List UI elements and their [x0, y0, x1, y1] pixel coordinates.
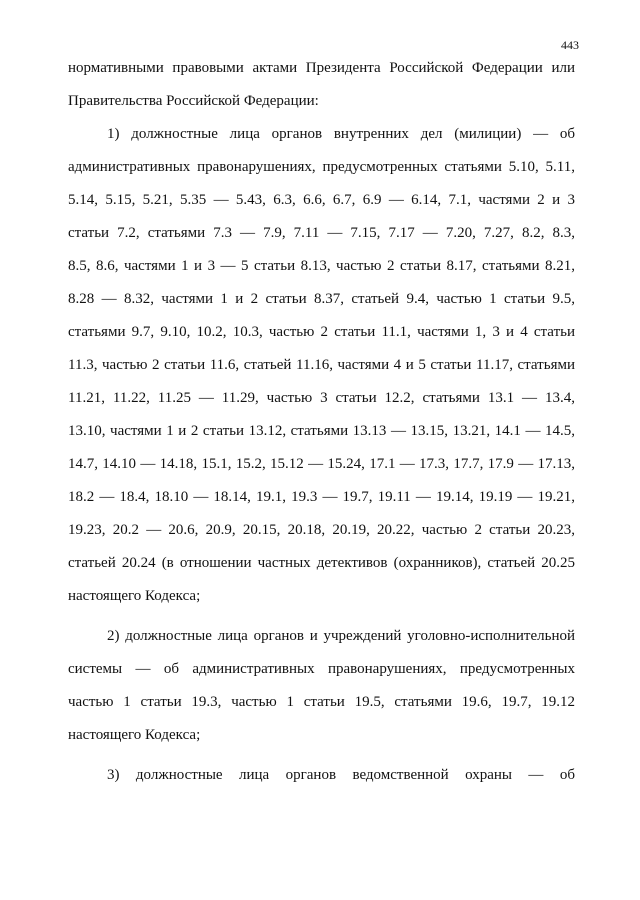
page-number: 443: [561, 38, 579, 52]
paragraph-gap: [68, 752, 575, 759]
body-text: [68, 52, 575, 792]
text-line: статьями 9.7, 9.10, 10.2, 10.3, частью 2 статьи 11.1, частями 1, 3 и 4 статьи: [68, 324, 575, 340]
paragraph-3-start: 3) должностные лица органов ведомственной охраны — об: [107, 767, 575, 783]
text-line: системы — об административных правонарушениях, предусмотренных: [68, 661, 575, 677]
text-line: Правительства Российской Федерации:: [68, 93, 319, 109]
text-line: 19.23, 20.2 — 20.6, 20.9, 20.15, 20.18, 20.19, 20.22, частью 2 статьи 20.23,: [68, 522, 575, 538]
text-line: частью 1 статьи 19.3, частью 1 статьи 19.5, статьями 19.6, 19.7, 19.12: [68, 694, 575, 710]
text-line: 13.10, частями 1 и 2 статьи 13.12, статьями 13.13 — 13.15, 13.21, 14.1 — 14.5,: [68, 423, 575, 439]
text-line: статьи 7.2, статьями 7.3 — 7.9, 7.11 — 7.15, 7.17 — 7.20, 7.27, 8.2, 8.3,: [68, 225, 575, 241]
text-line: настоящего Кодекса;: [68, 727, 201, 743]
text-line: нормативными правовыми актами Президента Российской Федерации или: [68, 60, 575, 76]
text-line: статьей 20.24 (в отношении частных детективов (охранников), статьей 20.25: [68, 555, 575, 571]
text-line: 14.7, 14.10 — 14.18, 15.1, 15.2, 15.12 — 15.24, 17.1 — 17.3, 17.7, 17.9 — 17.13,: [68, 456, 575, 472]
text-line: настоящего Кодекса;: [68, 588, 201, 604]
text-line: 11.3, частью 2 статьи 11.6, статьей 11.16, частями 4 и 5 статьи 11.17, статьями: [68, 357, 575, 373]
paragraph-gap: [68, 613, 575, 620]
paragraph-1-start: 1) должностные лица органов внутренних дел (милиции) — об: [107, 126, 575, 142]
text-line: 11.21, 11.22, 11.25 — 11.29, частью 3 статьи 12.2, статьями 13.1 — 13.4,: [68, 390, 575, 406]
text-line: административных правонарушениях, предусмотренных статьями 5.10, 5.11,: [68, 159, 575, 175]
text-line: 8.5, 8.6, частями 1 и 3 — 5 статьи 8.13, частью 2 статьи 8.17, статьями 8.21,: [68, 258, 575, 274]
text-line: 5.14, 5.15, 5.21, 5.35 — 5.43, 6.3, 6.6, 6.7, 6.9 — 6.14, 7.1, частями 2 и 3: [68, 192, 575, 208]
text-line: 18.2 — 18.4, 18.10 — 18.14, 19.1, 19.3 — 19.7, 19.11 — 19.14, 19.19 — 19.21,: [68, 489, 575, 505]
paragraph-2-start: 2) должностные лица органов и учреждений уголовно-исполнительной: [107, 628, 575, 644]
text-line: 8.28 — 8.32, частями 1 и 2 статьи 8.37, статьей 9.4, частью 1 статьи 9.5,: [68, 291, 575, 307]
